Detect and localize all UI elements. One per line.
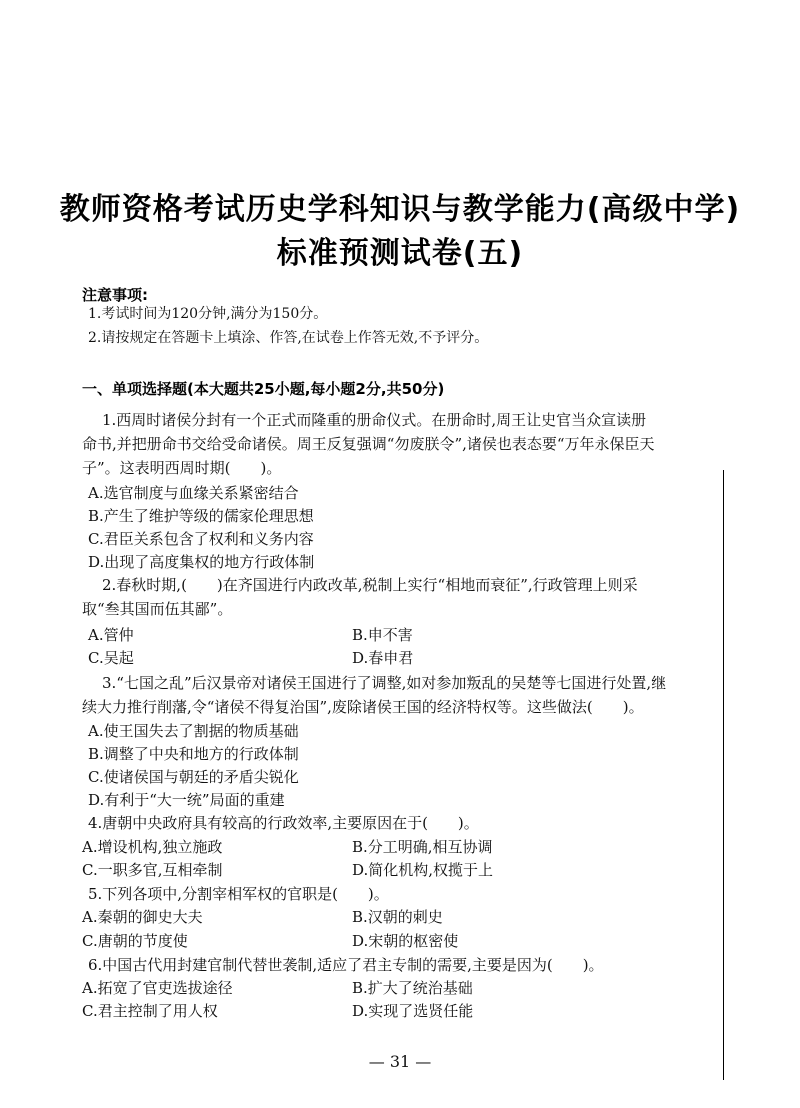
question-3-option-a: A.使王国失去了割据的物质基础 [88, 722, 299, 740]
page-number: — 31 — [368, 1052, 432, 1071]
question-1-option-c: C.君臣关系包含了权利和义务内容 [88, 530, 314, 548]
question-6-stem-line: 6.中国古代用封建官制代替世袭制,适应了君主专制的需要,主要是因为( )。 [88, 956, 604, 974]
question-4-option-c: C.一职多官,互相牵制 [82, 861, 223, 879]
notes-heading: 注意事项: [82, 286, 148, 304]
question-2-stem-line: 取“叁其国而伍其鄙”。 [82, 600, 233, 618]
question-1-stem-line: 子”。这表明西周时期( )。 [82, 459, 282, 477]
question-4-option-a: A.增设机构,独立施政 [82, 838, 223, 856]
question-1-option-d: D.出现了高度集权的地方行政体制 [88, 553, 315, 571]
question-1-option-a: A.选官制度与血缘关系紧密结合 [88, 484, 299, 502]
question-5-option-a: A.秦朝的御史大夫 [82, 908, 203, 926]
note-item: 1.考试时间为120分钟,满分为150分。 [88, 306, 328, 322]
note-item: 2.请按规定在答题卡上填涂、作答,在试卷上作答无效,不予评分。 [88, 330, 489, 346]
question-4-stem-line: 4.唐朝中央政府具有较高的行政效率,主要原因在于( )。 [88, 814, 479, 832]
question-2-option-c: C.吴起 [88, 649, 134, 667]
binding-margin-line [723, 470, 724, 1080]
question-2-option-a: A.管仲 [88, 626, 134, 644]
question-1-stem-line: 1.西周时诸侯分封有一个正式而隆重的册命仪式。在册命时,周王让史官当众宣读册 [102, 411, 647, 429]
question-4-option-d: D.简化机构,权揽于上 [352, 861, 494, 879]
question-6-option-a: A.拓宽了官吏选拔途径 [82, 979, 233, 997]
exam-title-line-2: 标准预测试卷(五) [276, 236, 524, 271]
question-3-option-b: B.调整了中央和地方的行政体制 [88, 745, 299, 763]
question-6-option-b: B.扩大了统治基础 [352, 979, 473, 997]
section-heading: 一、单项选择题(本大题共25小题,每小题2分,共50分) [82, 380, 445, 398]
question-1-option-b: B.产生了维护等级的儒家伦理思想 [88, 507, 314, 525]
question-2-stem-line: 2.春秋时期,( )在齐国进行内政改革,税制上实行“相地而衰征”,行政管理上则采 [102, 576, 638, 594]
question-5-option-b: B.汉朝的刺史 [352, 908, 443, 926]
question-1-stem-line: 命书,并把册命书交给受命诸侯。周王反复强调“勿废朕令”,诸侯也表态要“万年永保臣天 [82, 435, 655, 453]
question-6-option-d: D.实现了选贤任能 [352, 1002, 474, 1020]
question-5-option-c: C.唐朝的节度使 [82, 932, 188, 950]
question-4-option-b: B.分工明确,相互协调 [352, 838, 493, 856]
question-5-option-d: D.宋朝的枢密使 [352, 932, 459, 950]
question-3-option-d: D.有利于“大一统”局面的重建 [88, 791, 285, 809]
question-3-option-c: C.使诸侯国与朝廷的矛盾尖锐化 [88, 768, 299, 786]
question-6-option-c: C.君主控制了用人权 [82, 1002, 218, 1020]
question-3-stem-line: 续大力推行削藩,令“诸侯不得复治国”,废除诸侯王国的经济特权等。这些做法( )。 [82, 698, 644, 716]
question-5-stem-line: 5.下列各项中,分割宰相军权的官职是( )。 [88, 885, 389, 903]
exam-title-line-1: 教师资格考试历史学科知识与教学能力(高级中学) [59, 192, 741, 227]
question-3-stem-line: 3.“七国之乱”后汉景帝对诸侯王国进行了调整,如对参加叛乱的吴楚等七国进行处置,继 [102, 674, 667, 692]
question-2-option-b: B.申不害 [352, 626, 413, 644]
question-2-option-d: D.春申君 [352, 649, 414, 667]
